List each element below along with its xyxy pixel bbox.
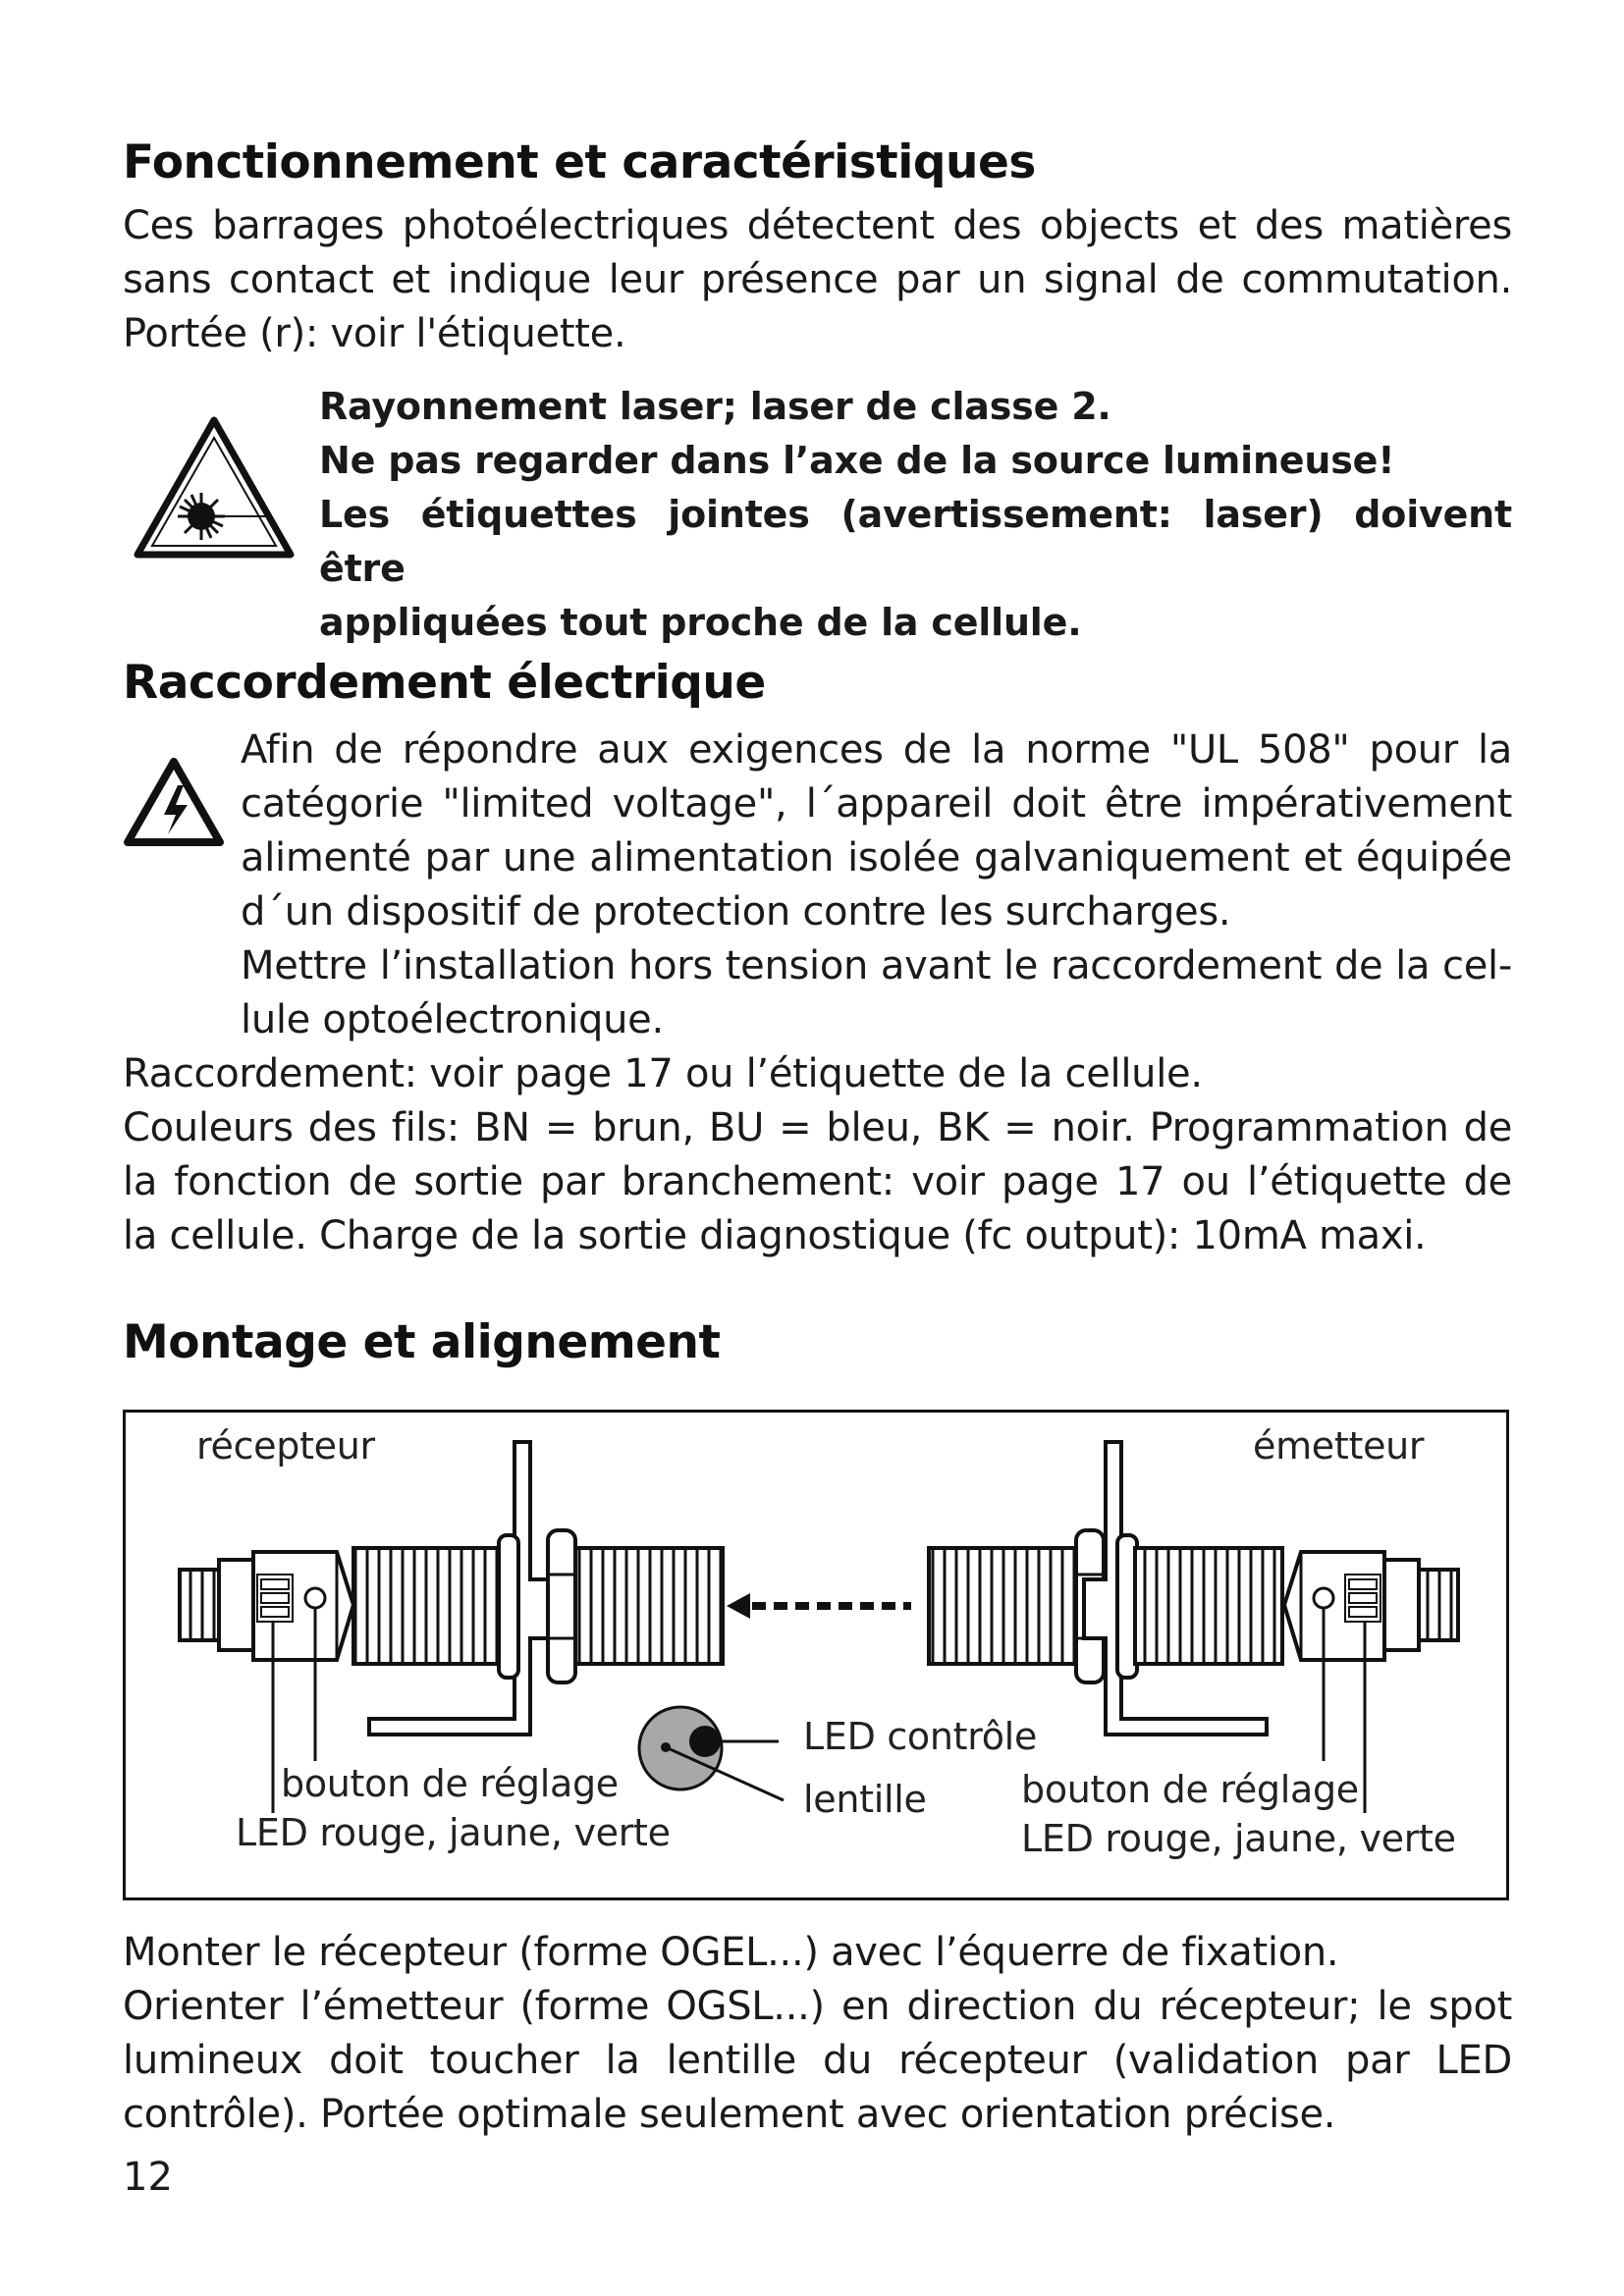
section2-indented-body (241, 723, 1512, 1047)
section3-line: contrôle). Portée optimale seulement avec orientation précise. (123, 2092, 1336, 2137)
left-adjust-button-label: bouton de réglage (281, 1762, 619, 1805)
section3-line: Orienter l’émetteur (forme OGSL...) en direction du récepteur; le spot (123, 1984, 1512, 2029)
left-led-colors-label: LED rouge, jaune, verte (236, 1811, 671, 1854)
right-led-colors-label: LED rouge, jaune, verte (1021, 1817, 1456, 1860)
lens-label: lentille (803, 1778, 927, 1821)
electrical-hazard-icon (123, 756, 226, 849)
led-control-label: LED contrôle (803, 1715, 1038, 1758)
emitter-sensor (929, 1442, 1458, 1735)
right-adjust-button-label: bouton de réglage (1021, 1768, 1359, 1811)
section3-line: Monter le récepteur (forme OGEL...) avec l’équerre de fixation. (123, 1930, 1339, 1975)
laser-warning-text (319, 380, 1512, 650)
section3-line: lumineux doit toucher la lentille du récepteur (validation par LED (123, 2038, 1512, 2083)
laser-warning-icon (131, 412, 298, 564)
section2-line: Mettre l’installation hors tension avant le raccordement de la cel- (241, 943, 1512, 988)
section2-line: Afin de répondre aux exigences de la norme "UL 508" pour la (241, 727, 1512, 773)
section3-body (123, 1926, 1512, 2142)
emitter-label: émetteur (1253, 1424, 1425, 1468)
page-number: 12 (123, 2155, 173, 2200)
section1-body (123, 199, 1512, 361)
section2-line: la cellule. Charge de la sortie diagnostique (fc output): 10mA maxi. (123, 1213, 1427, 1258)
receiver-sensor (180, 1442, 723, 1735)
section2-line: alimenté par une alimentation isolée galvaniquement et équipée (241, 835, 1512, 881)
section2-line: Raccordement: voir page 17 ou l’étiquette de la cellule. (123, 1051, 1203, 1096)
section1-line: Portée (r): voir l'étiquette. (123, 311, 626, 356)
section2-line: catégorie "limited voltage", l´appareil doit être impérativement (241, 781, 1512, 827)
receiver-label: récepteur (196, 1424, 375, 1468)
section-title-raccordement: Raccordement électrique (123, 656, 766, 710)
section1-line: sans contact et indique leur présence par un signal de commutation. (123, 257, 1512, 302)
section2-line: Couleurs des fils: BN = brun, BU = bleu, BK = noir. Programmation de (123, 1105, 1512, 1150)
section2-line: la fonction de sortie par branchement: voir page 17 ou l’étiquette de (123, 1159, 1512, 1204)
light-beam-arrow (727, 1593, 911, 1619)
section-title-fonctionnement: Fonctionnement et caractéristiques (123, 135, 1036, 189)
section2-body (123, 1047, 1512, 1263)
warning-line: Les étiquettes jointes (avertissement: laser) doivent être (319, 493, 1512, 590)
section1-line: Ces barrages photoélectriques détectent des objects et des matières (123, 203, 1512, 248)
section2-line: lule optoélectronique. (241, 997, 664, 1042)
warning-line: Ne pas regarder dans l’axe de la source lumineuse! (319, 439, 1395, 482)
section2-line: d´un dispositif de protection contre les surcharges. (241, 889, 1231, 934)
warning-line: Rayonnement laser; laser de classe 2. (319, 385, 1111, 428)
mounting-diagram (123, 1410, 1509, 1900)
warning-line: appliquées tout proche de la cellule. (319, 601, 1082, 644)
lens-detail (639, 1707, 784, 1800)
section-title-montage: Montage et alignement (123, 1315, 721, 1369)
